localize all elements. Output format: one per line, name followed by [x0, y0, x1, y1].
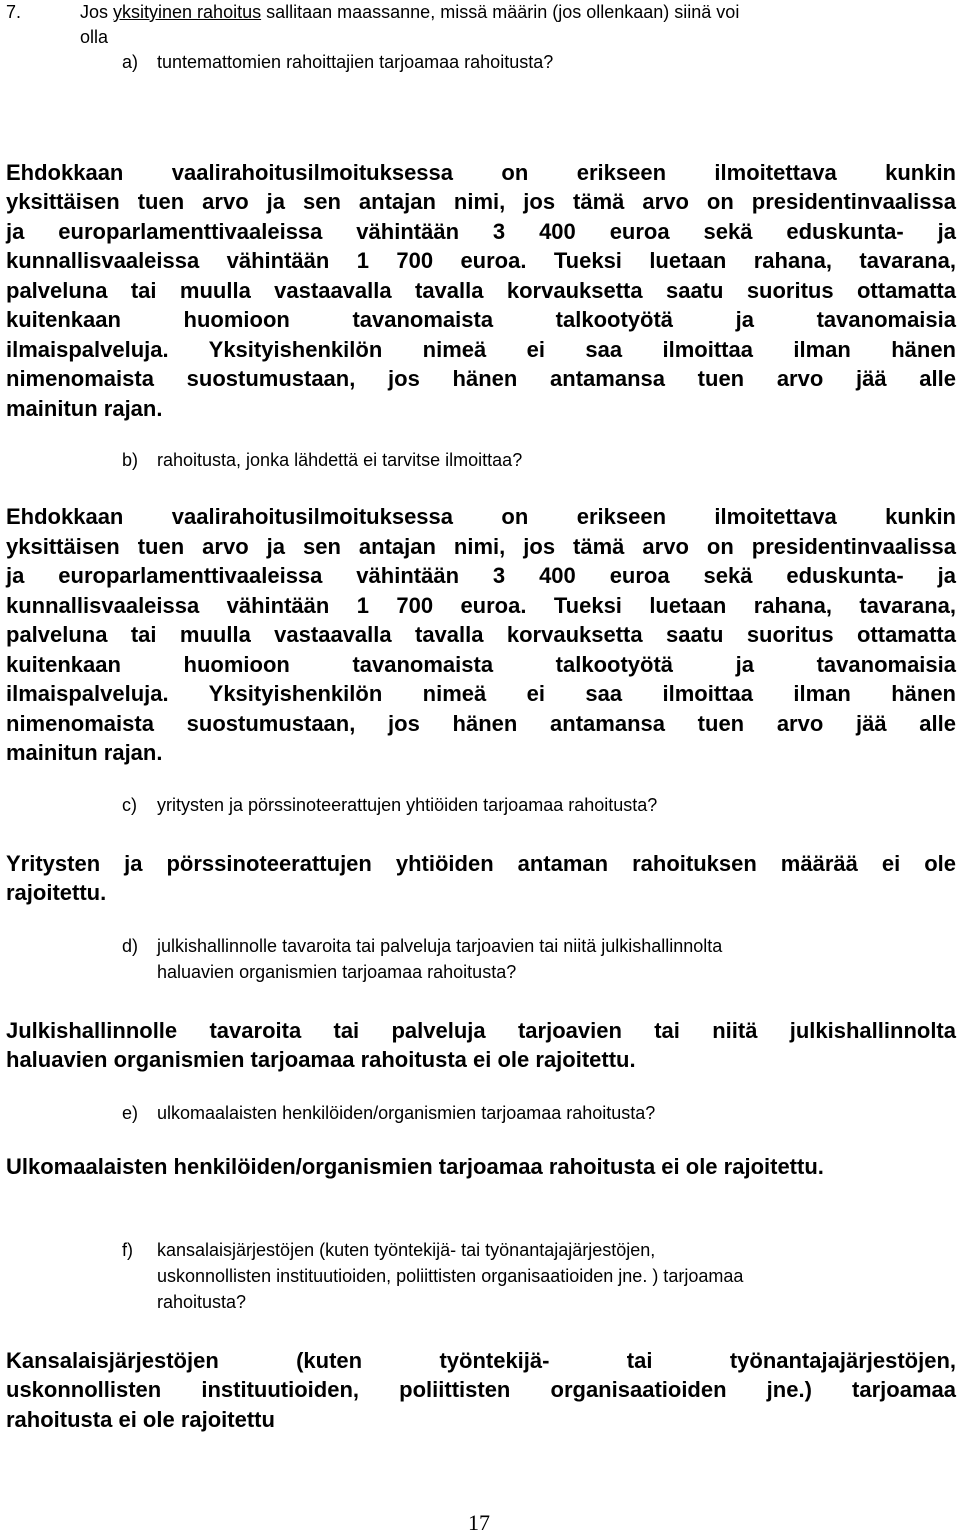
answer-line: mainitun rajan. [6, 396, 163, 421]
page-number: 17 [468, 1510, 490, 1535]
subquestion-e: ulkomaalaisten henkilöiden/organismien tarjoamaa rahoitusta? [157, 1103, 656, 1123]
subquestion-a: tuntemattomien rahoittajien tarjoamaa rahoitusta? [157, 52, 554, 72]
answer-line: nimenomaista suostumustaan, jos hänen antamansa tuen arvo jää alle [6, 366, 956, 391]
subquestion-d-line-1: julkishallinnolle tavaroita tai palveluja tarjoavien tai niitä julkishallinnolta [157, 936, 723, 956]
answer-line: ilmaispalveluja. Yksityishenkilön nimeä ei saa ilmoittaa ilman hänen [6, 337, 956, 362]
answer-line: kuitenkaan huomioon tavanomaista talkootyötä ja tavanomaisia [6, 307, 956, 332]
question-intro-underlined: yksityinen rahoitus [113, 2, 262, 22]
answer-line: rahoitusta ei ole rajoitettu [6, 1407, 275, 1432]
subquestion-f-line-3: rahoitusta? [157, 1292, 247, 1312]
answer-line: rajoitettu. [6, 880, 107, 905]
answer-line: yksittäisen tuen arvo ja sen antajan nimi, jos tämä arvo on presidentinvaalissa [6, 189, 956, 214]
answer-line: kunnallisvaaleissa vähintään 1 700 euroa. Tueksi luetaan rahana, tavarana, [6, 593, 956, 618]
subquestion-letter-f: f) [122, 1240, 133, 1260]
subquestion-letter-e: e) [122, 1103, 139, 1123]
question-intro-suffix: sallitaan maassanne, missä määrin (jos ollenkaan) siinä voi [261, 2, 740, 22]
subquestion-f-line-2: uskonnollisten instituutioiden, poliittisten organisaatioiden jne. ) tarjoamaa [157, 1266, 744, 1286]
subquestion-c: yritysten ja pörssinoteerattujen yhtiöiden tarjoamaa rahoitusta? [157, 795, 658, 815]
answer-line: mainitun rajan. [6, 740, 163, 765]
question-intro-line-2: olla [80, 27, 109, 47]
answer-line: uskonnollisten instituutioiden, poliittisten organisaatioiden jne.) tarjoamaa [6, 1377, 956, 1402]
subquestion-letter-b: b) [122, 450, 139, 470]
answer-line: ja europarlamenttivaaleissa vähintään 3 400 euroa sekä eduskunta- ja [6, 563, 956, 588]
answer-line: palveluna tai muulla vastaavalla tavalla korvauksetta saatu suoritus ottamatta [6, 278, 956, 303]
answer-line: palveluna tai muulla vastaavalla tavalla korvauksetta saatu suoritus ottamatta [6, 622, 956, 647]
answer-line: Ulkomaalaisten henkilöiden/organismien tarjoamaa rahoitusta ei ole rajoitettu. [6, 1154, 824, 1179]
question-intro [80, 0, 739, 25]
answer-line: ilmaispalveluja. Yksityishenkilön nimeä ei saa ilmoittaa ilman hänen [6, 681, 956, 706]
subquestion-d-line-2: haluavien organismien tarjoamaa rahoitusta? [157, 962, 517, 982]
answer-line: haluavien organismien tarjoamaa rahoitusta ei ole rajoitettu. [6, 1047, 636, 1072]
subquestion-letter-d: d) [122, 936, 139, 956]
subquestion-letter-c: c) [122, 795, 137, 815]
answer-line: ja europarlamenttivaaleissa vähintään 3 400 euroa sekä eduskunta- ja [6, 219, 956, 244]
answer-line: yksittäisen tuen arvo ja sen antajan nimi, jos tämä arvo on presidentinvaalissa [6, 534, 956, 559]
answer-line: Ehdokkaan vaalirahoitusilmoituksessa on erikseen ilmoitettava kunkin [6, 160, 956, 185]
answer-line: kunnallisvaaleissa vähintään 1 700 euroa. Tueksi luetaan rahana, tavarana, [6, 248, 956, 273]
question-number: 7. [6, 2, 22, 22]
subquestion-b: rahoitusta, jonka lähdettä ei tarvitse ilmoittaa? [157, 450, 523, 470]
answer-line: nimenomaista suostumustaan, jos hänen antamansa tuen arvo jää alle [6, 711, 956, 736]
answer-line: Kansalaisjärjestöjen (kuten työntekijä- tai työnantajajärjestöjen, [6, 1348, 956, 1373]
answer-line: Julkishallinnolle tavaroita tai palveluja tarjoavien tai niitä julkishallinnolta [6, 1018, 956, 1043]
answer-line: kuitenkaan huomioon tavanomaista talkootyötä ja tavanomaisia [6, 652, 956, 677]
answer-line: Ehdokkaan vaalirahoitusilmoituksessa on erikseen ilmoitettava kunkin [6, 504, 956, 529]
subquestion-f-line-1: kansalaisjärjestöjen (kuten työntekijä- tai työnantajajärjestöjen, [157, 1240, 656, 1260]
answer-line: Yritysten ja pörssinoteerattujen yhtiöiden antaman rahoituksen määrää ei ole [6, 851, 956, 876]
question-intro-prefix: Jos [80, 2, 114, 22]
subquestion-letter-a: a) [122, 52, 139, 72]
